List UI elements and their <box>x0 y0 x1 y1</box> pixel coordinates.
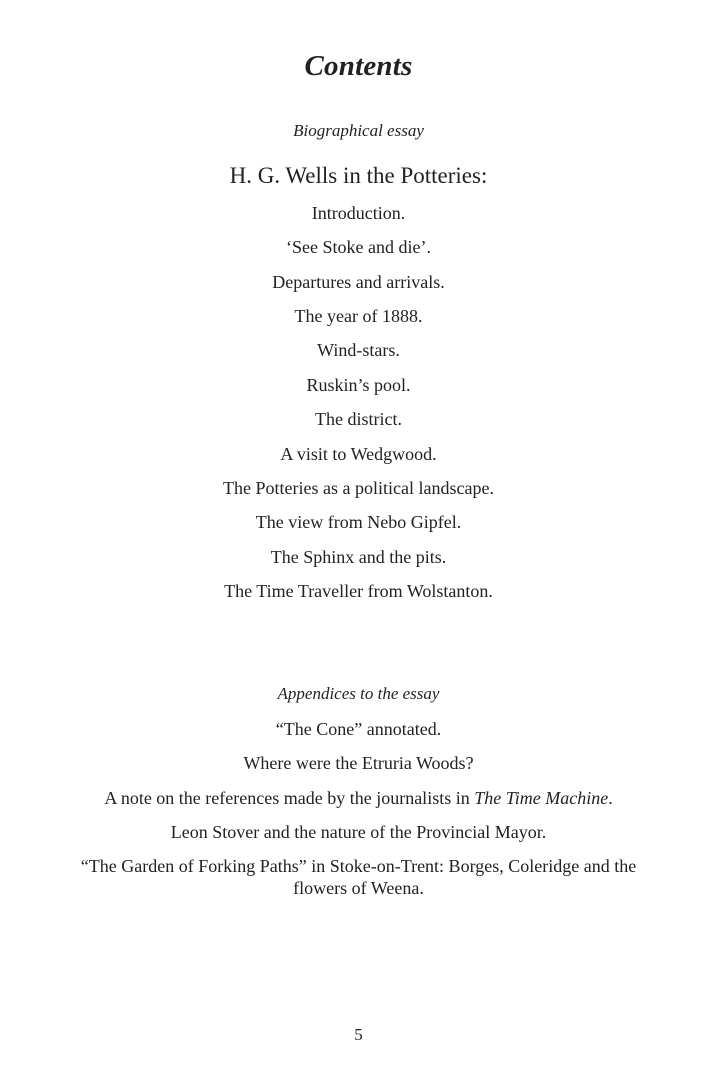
toc-item: “The Cone” annotated. <box>275 719 442 739</box>
essay-title: H. G. Wells in the Potteries: <box>229 163 488 188</box>
essay-subtitle: Biographical essay <box>293 121 424 140</box>
toc-item: Where were the Etruria Woods? <box>243 753 474 773</box>
toc-item: ‘See Stoke and die’. <box>286 237 431 257</box>
item-text: . <box>608 788 613 808</box>
item-text: A note on the references made by the journalists in <box>104 788 475 808</box>
toc-item: Departures and arrivals. <box>272 272 445 292</box>
toc-item: The year of 1888. <box>294 306 423 326</box>
page-title: Contents <box>304 50 413 82</box>
toc-item: The district. <box>315 409 402 429</box>
toc-item: The view from Nebo Gipfel. <box>255 512 462 532</box>
toc-item: Ruskin’s pool. <box>306 375 411 395</box>
toc-item: A visit to Wedgwood. <box>280 444 437 464</box>
toc-item: “The Garden of Forking Paths” in Stoke-on-Trent: Borges, Coleridge and the flowers of Weena. <box>80 856 637 898</box>
book-title: The Time Machine <box>474 788 609 808</box>
toc-item: The Potteries as a political landscape. <box>223 478 494 498</box>
toc-item: The Time Traveller from Wolstanton. <box>224 581 493 601</box>
page-number: 5 <box>354 1025 363 1044</box>
toc-item: Leon Stover and the nature of the Provincial Mayor. <box>170 822 547 842</box>
toc-item <box>0 787 717 809</box>
toc-item: Wind-stars. <box>317 340 400 360</box>
appendices-subtitle: Appendices to the essay <box>277 684 440 703</box>
toc-item: Introduction. <box>311 203 406 223</box>
toc-item: The Sphinx and the pits. <box>270 547 447 567</box>
